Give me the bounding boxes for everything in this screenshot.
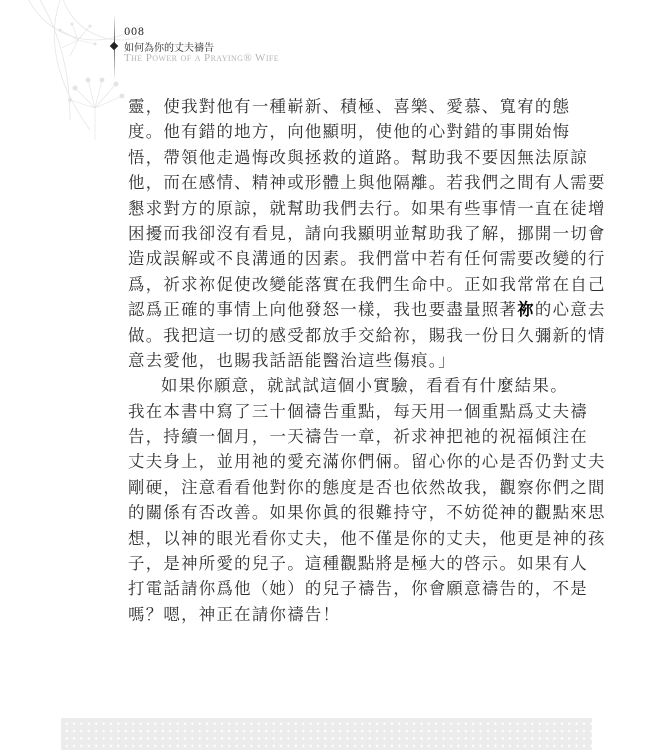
text-line: 做。我把這一切的感受都放手交給祢，賜我一份日久彌新的情 [128,325,606,345]
dotted-footer-band [61,718,592,750]
text-line: 丈夫身上，並用祂的愛充滿你們倆。留心你的心是否仍對丈夫 [128,452,606,472]
text-line: 他，而在感情、精神或形體上與他隔離。若我們之間有人需要 [128,173,606,193]
text-segment: 認爲正確的事情上向他發怒一樣，我也要盡量照著 [128,300,518,320]
text-line: 嗎？嗯，神正在請你禱告！ [128,604,341,624]
page-body-text [128,94,606,627]
text-line: 的關係有否改善。如果你眞的很難持守，不妨從神的觀點來思 [128,503,606,523]
text-line: 剛硬，注意看看他對你的態度是否也依然故我，觀察你們之間 [128,477,606,497]
text-line: 意去愛他，也賜我話語能醫治這些傷痕。」 [128,350,456,370]
text-line: 度。他有錯的地方，向他顯明，使他的心對錯的事開始悔 [128,122,571,142]
text-line: 告，持續一個月，一天禱告一章，祈求神把祂的祝福傾注在 [128,427,588,447]
text-line: 爲，祈求祢促使改變能落實在我們生命中。正如我常常在自己 [128,274,606,294]
text-line: 悟，帶領他走過悔改與拯救的道路。幫助我不要因無法原諒 [128,147,588,167]
paragraph-start-line: 如果你願意，就試試這個小實驗，看看有什麼結果。 [161,376,568,396]
text-line: 懇求對方的原諒，就幫助我們去行。如果有些事情一直在徒增 [128,198,606,218]
text-segment: 的心意去 [534,300,606,320]
text-line: 我在本書中寫了三十個禱告重點，每天用一個重點爲丈夫禱 [128,401,588,421]
page-number: 008 [124,27,145,38]
text-line: 想，以神的眼光看你丈夫，他不僅是你的丈夫，他更是神的孩 [128,528,606,548]
text-line: 靈，使我對他有一種嶄新、積極、喜樂、愛慕、寬宥的態 [128,97,571,116]
book-title-chinese: 如何為你的丈夫禱告 [124,43,214,54]
text-line: 打電話請你爲他（她）的兒子禱告，你會願意禱告的，不是 [128,579,588,599]
text-line: 造成誤解或不良溝通的因素。我們當中若有任何需要改變的行 [128,249,606,269]
book-title-english: The Power of a Praying® Wife [124,52,280,64]
text-line: 困擾而我卻沒有看見，請向我顯明並幫助我了解，挪開一切會 [128,223,606,243]
emphasized-word: 祢 [517,300,535,320]
text-line: 子，是神所愛的兒子。這種觀點將是極大的啓示。如果有人 [128,554,588,574]
dandelion-decoration-icon [0,0,140,140]
text-line [128,297,606,322]
